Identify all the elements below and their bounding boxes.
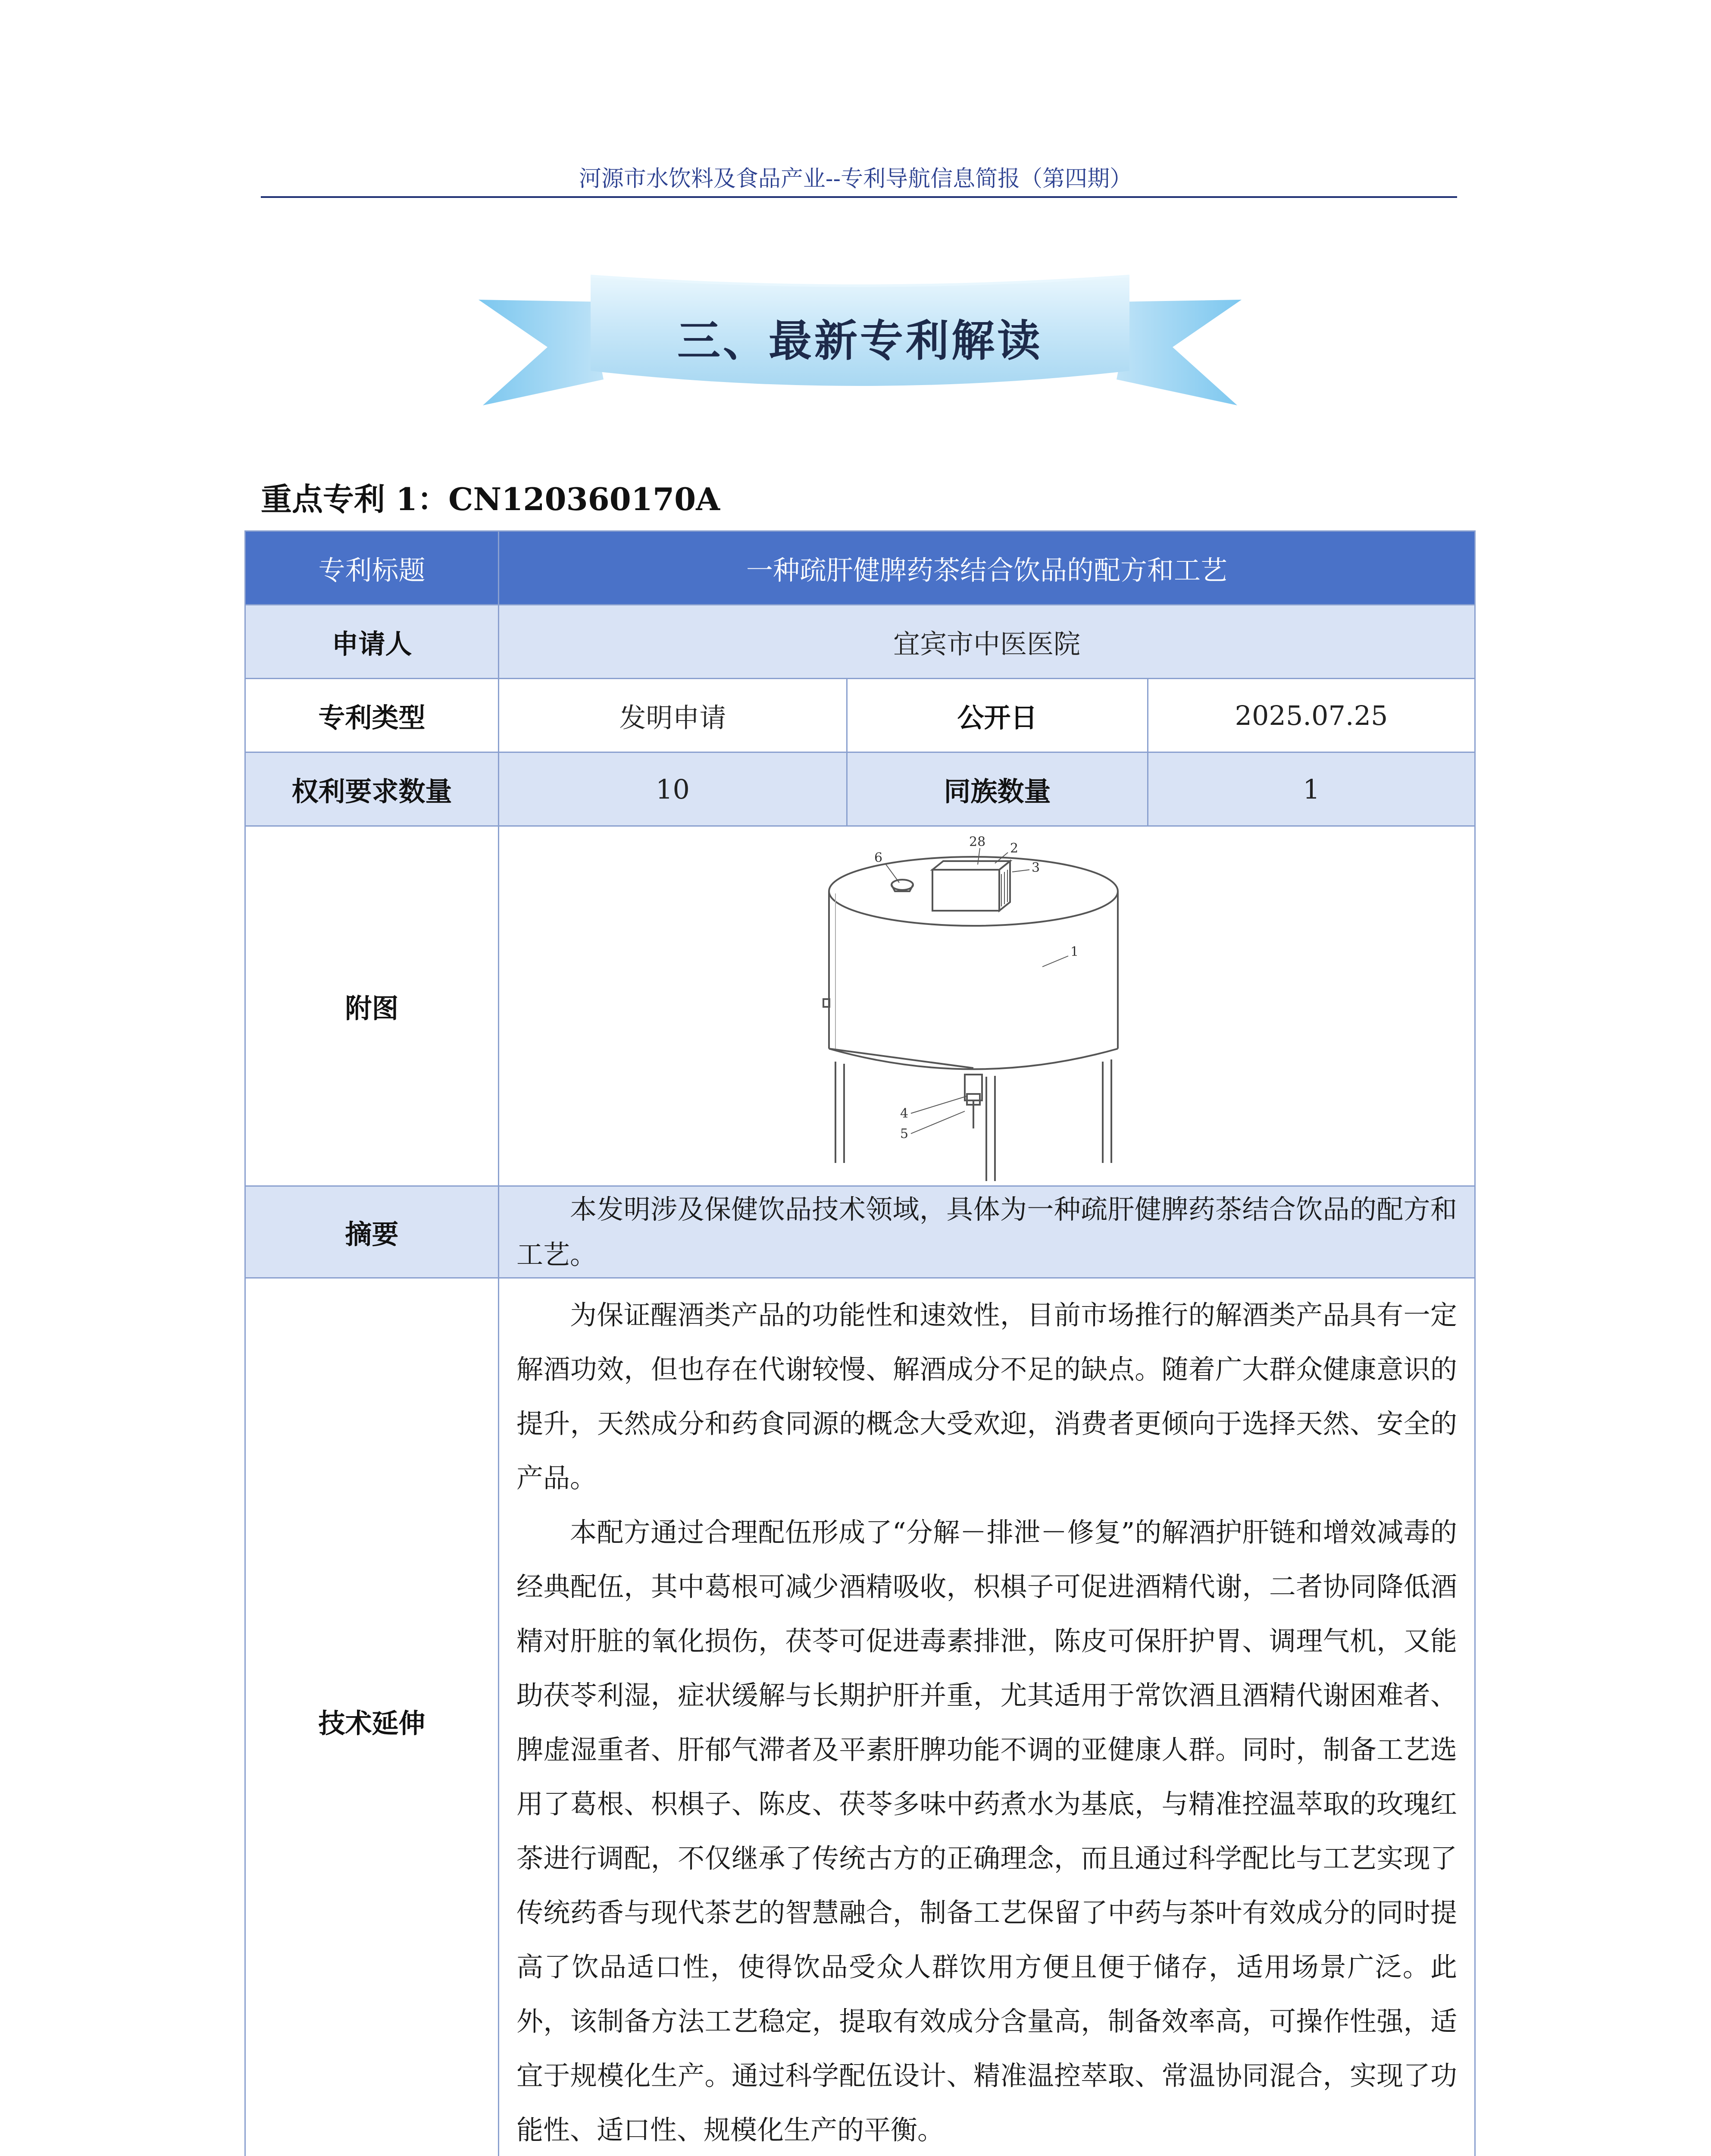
patent-type-row (245, 679, 1475, 752)
claims-row (245, 752, 1475, 826)
extension-paragraph-1: 为保证醒酒类产品的功能性和速效性，目前市场推行的解酒类产品具有一定解酒功效，但也存在代谢较慢、解酒成分不足的缺点。随着广大群众健康意识的提升，天然成分和药食同源的概念大受欢迎，消费者更倾向于选择天然、安全的产品。 (516, 1299, 1458, 1494)
patent-info-table (244, 530, 1476, 2156)
figure-cell (499, 826, 1475, 1186)
family-count-label: 同族数量 (847, 752, 1148, 826)
extension-label: 技术延伸 (245, 1278, 499, 2156)
claims-count-label: 权利要求数量 (245, 752, 499, 826)
running-header-title: 河源市水饮料及食品产业--专利导航信息简报（第四期） (579, 166, 1132, 192)
header-rule (261, 196, 1457, 198)
callout-2: 2 (1010, 841, 1019, 856)
figure-label: 附图 (245, 826, 499, 1186)
publication-date-label: 公开日 (847, 679, 1148, 752)
section-ribbon (479, 272, 1242, 414)
callout-6: 6 (874, 850, 883, 865)
abstract-row (245, 1186, 1475, 1278)
callout-5: 5 (900, 1126, 909, 1141)
extension-cell (499, 1278, 1475, 2156)
publication-date-value: 2025.07.25 (1148, 679, 1475, 752)
callout-1: 1 (1070, 944, 1079, 959)
abstract-cell (499, 1186, 1475, 1278)
patent-title-row (245, 531, 1475, 605)
callout-28: 28 (969, 834, 986, 849)
patent-type-label: 专利类型 (245, 679, 499, 752)
patent-title-value: 一种疏肝健脾药茶结合饮品的配方和工艺 (499, 531, 1475, 605)
extension-row (245, 1278, 1475, 2156)
patent-type-value: 发明申请 (499, 679, 847, 752)
applicant-label: 申请人 (245, 605, 499, 679)
section-title: 三、最新专利解读 (677, 316, 1043, 366)
callout-3: 3 (1032, 860, 1040, 875)
callout-4: 4 (900, 1106, 909, 1121)
applicant-row (245, 605, 1475, 679)
applicant-value: 宜宾市中医医院 (499, 605, 1475, 679)
abstract-label: 摘要 (245, 1186, 499, 1278)
key-patent-heading: 重点专利 1：CN120360170A (261, 481, 720, 517)
tank-drawing (499, 827, 1476, 1185)
abstract-text: 本发明涉及保健饮品技术领域，具体为一种疏肝健脾药茶结合饮品的配方和工艺。 (516, 1194, 1458, 1270)
figure-row (245, 826, 1475, 1186)
claims-count-value: 10 (499, 752, 847, 826)
patent-title-label: 专利标题 (245, 531, 499, 605)
extension-paragraph-2: 本配方通过合理配伍形成了“分解－排泄－修复”的解酒护肝链和增效减毒的经典配伍，其中葛根可减少酒精吸收，枳椇子可促进酒精代谢，二者协同降低酒精对肝脏的氧化损伤，茯苓可促进毒素排泄，陈皮可保肝护胃、调理气机，又能助茯苓利湿，症状缓解与长期护肝并重，尤其适用于常饮酒且酒精代谢困难者、脾虚湿重者、肝郁气滞者及平素肝脾功能不调的亚健康人群。同时，制备工艺选用了葛根、枳椇子、陈皮、茯苓多味中药煮水为基底，与精准控温萃取的玫瑰红茶进行调配，不仅继承了传统古方的正确理念，而且通过科学配比与工艺实现了传统药香与现代茶艺的智慧融合，制备工艺保留了中药与茶叶有效成分的同时提高了饮品适口性，使得饮品受众人群饮用方便且便于储存，适用场景广泛。此外，该制备方法工艺稳定，提取有效成分含量高，制备效率高，可操作性强，适宜于规模化生产。通过科学配伍设计、精准温控萃取、常温协同混合，实现了功能性、适口性、规模化生产的平衡。 (516, 1517, 1458, 2146)
family-count-value: 1 (1148, 752, 1475, 826)
